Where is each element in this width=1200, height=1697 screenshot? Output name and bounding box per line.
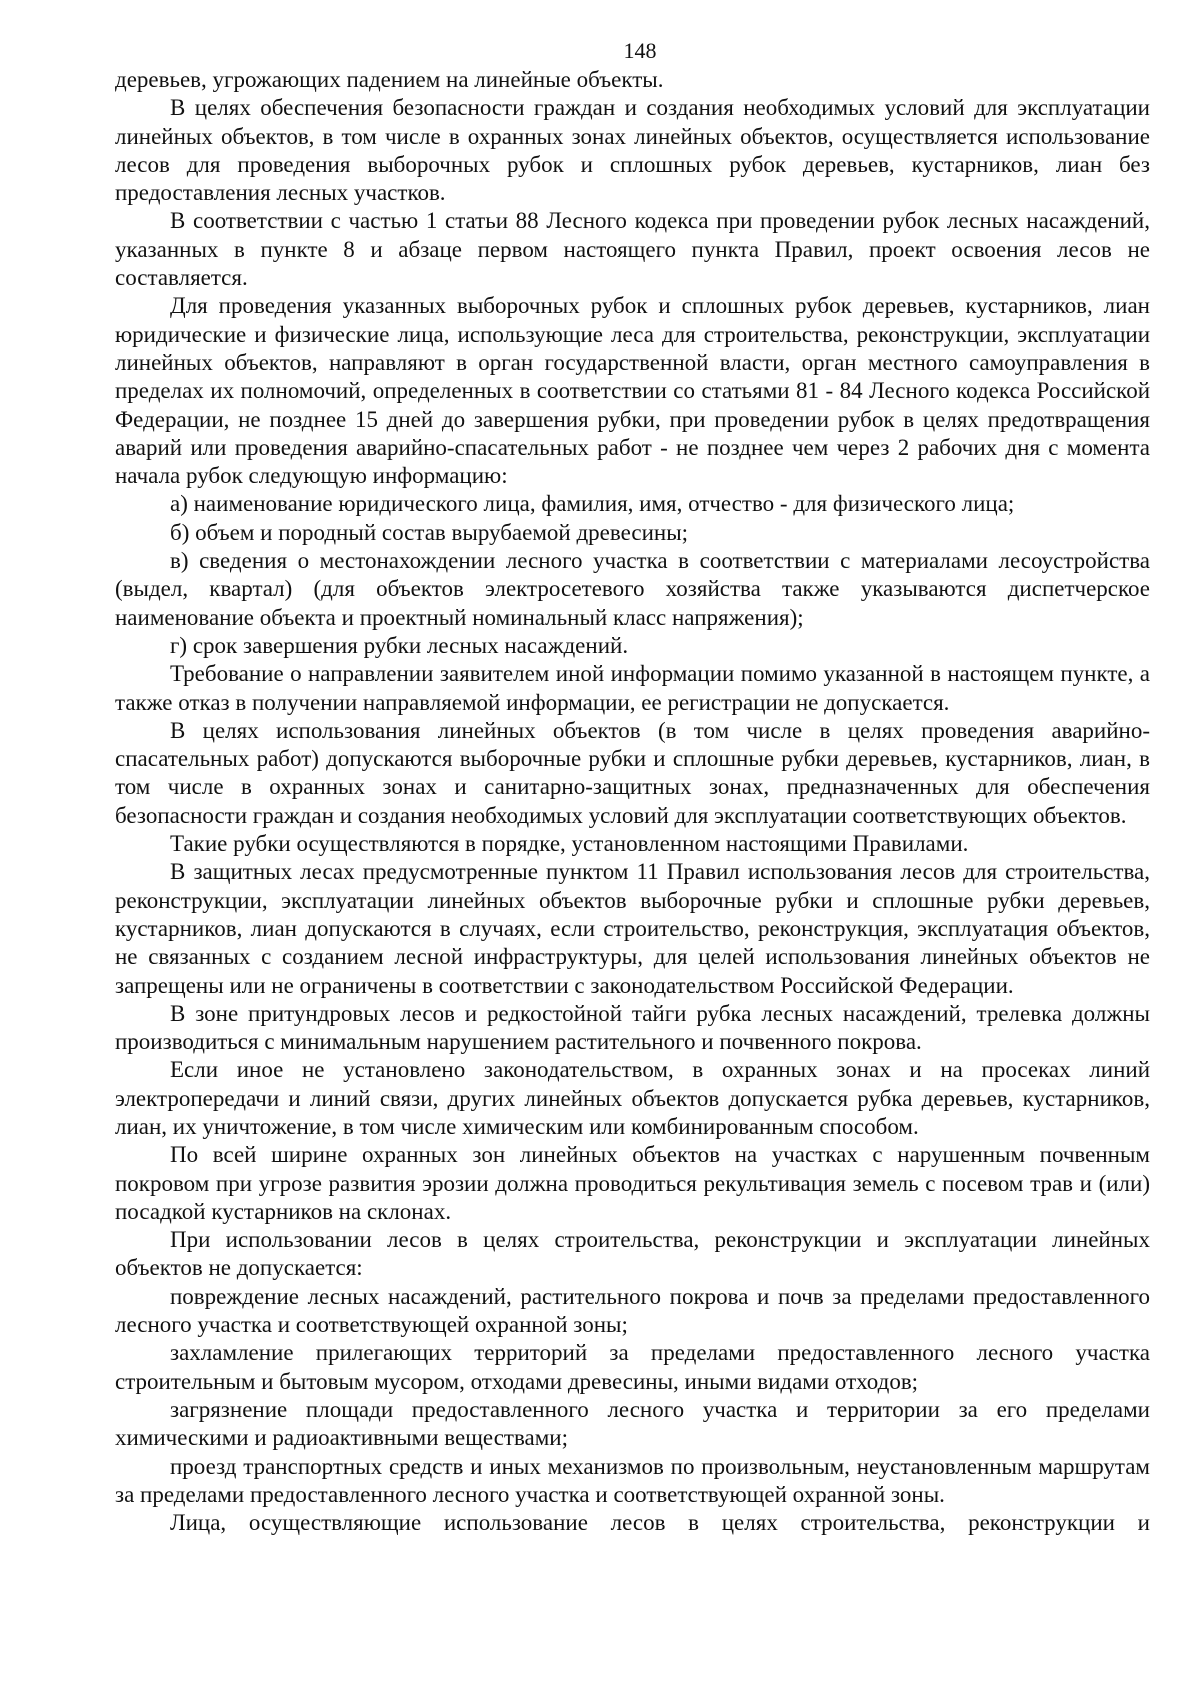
paragraph-not-allowed: При использовании лесов в целях строительства, реконструкции и эксплуатации линейных объектов не допускается: bbox=[115, 1227, 1150, 1281]
paragraph-3: В соответствии с частью 1 статьи 88 Лесного кодекса при проведении рубок лесных насаждений, указанных в пункте 8 и абзаце первом настоящего пункта Правил, проект освоения лесов не составляется. bbox=[115, 208, 1150, 291]
page-number bbox=[115, 38, 1150, 64]
paragraph-protection-zones: Если иное не установлено законодательством, в охранных зонах и на просеках линий электропередачи и линий связи, других линейных объектов допускается рубка деревьев, кустарников, лиан, их уничтожение, в том числе химическим или комбинированным способом. bbox=[115, 1057, 1150, 1139]
list-item-v: в) сведения о местонахождении лесного участка в соответствии с материалами лесоустройства (выдел, квартал) (для объектов электросетевого хозяйства также указываются диспетчерское наименование объекта и проектный номинальный класс напряжения); bbox=[115, 548, 1150, 630]
paragraph-linear-objects: В целях использования линейных объектов (в том числе в целях проведения аварийно-спасательных работ) допускаются выборочные рубки и сплошные рубки деревьев, кустарников, лиан, в том числе в охранных зонах и санитарно-защитных зонах, предназначенных для обеспечения безопасности граждан и создания необходимых условий для эксплуатации соответствующих объектов. bbox=[115, 717, 1150, 828]
list-item-b: б) объем и породный состав вырубаемой древесины; bbox=[170, 519, 689, 545]
list-item-vehicles: проезд транспортных средств и иных механизмов по произвольным, неустановленным маршрутам за пределами предоставленного лесного участка и соответствующей охранной зоны. bbox=[115, 1453, 1150, 1507]
paragraph-2: В целях обеспечения безопасности граждан и создания необходимых условий для эксплуатации линейных объектов, в том числе в охранных зонах линейных объектов, осуществляется использование лесов для проведения выборочных рубок и сплошных рубок деревьев, кустарников, лиан без предоставления лесных участков. bbox=[115, 95, 1150, 206]
paragraph-protective-forests: В защитных лесах предусмотренные пунктом 11 Правил использования лесов для строительства, реконструкции, эксплуатации линейных объектов выборочные рубки и сплошные рубки деревьев, кустарников, лиан допускаются в случаях, если строительство, реконструкция, эксплуатация объектов, не связанных с созданием лесной инфраструктуры, для целей использования линейных объектов не запрещены или не ограничены в соответствии с законодательством Российской Федерации. bbox=[115, 859, 1150, 998]
list-item-damage: повреждение лесных насаждений, растительного покрова и почв за пределами предоставленного лесного участка и соответствующей охранной зоны; bbox=[115, 1283, 1150, 1338]
list-item-littering: захламление прилегающих территорий за пределами предоставленного лесного участка строительным и бытовым мусором, отходами древесины, иными видами отходов; bbox=[115, 1340, 1150, 1394]
list-item-a: а) наименование юридического лица, фамилия, имя, отчество - для физического лица; bbox=[170, 491, 1015, 517]
page-number-text: 148 bbox=[623, 38, 657, 63]
paragraph-recultivation: По всей ширине охранных зон линейных объектов на участках с нарушенным почвенным покровом при угрозе развития эрозии должна проводиться рекультивация земель с посевом трав и (или) посадкой кустарников на склонах. bbox=[115, 1142, 1150, 1224]
list-item-pollution: загрязнение площади предоставленного лесного участка и территории за его пределами химическими и радиоактивными веществами; bbox=[115, 1396, 1150, 1451]
list-item-g: г) срок завершения рубки лесных насаждений. bbox=[170, 632, 629, 658]
paragraph-1: деревьев, угрожающих падением на линейные объекты. bbox=[115, 67, 664, 92]
paragraph-requirement: Требование о направлении заявителем иной информации помимо указанной в настоящем пункте, а также отказ в получении направляемой информации, ее регистрации не допускается. bbox=[115, 661, 1150, 715]
paragraph-persons: Лица, осуществляющие использование лесов в целях строительства, реконструкции и bbox=[170, 1510, 1150, 1536]
paragraph-4: Для проведения указанных выборочных рубок и сплошных рубок деревьев, кустарников, лиан юридические и физические лица, использующие леса для строительства, реконструкции, эксплуатации линейных объектов, направляют в орган государственной власти, орган местного самоуправления в пределах их полномочий, определенных в соответствии со статьями 81 - 84 Лесного кодекса Российской Федерации, не позднее 15 дней до завершения рубки, при проведении рубок в целях предотвращения аварий или проведения аварийно-спасательных работ - не позднее чем через 2 рабочих дня с момента начала рубок следующую информацию: bbox=[115, 293, 1150, 489]
paragraph-tundra: В зоне притундровых лесов и редкостойной тайги рубка лесных насаждений, трелевка должны производиться с минимальным нарушением растительного и почвенного покрова. bbox=[115, 1000, 1150, 1055]
paragraph-order: Такие рубки осуществляются в порядке, установленном настоящими Правилами. bbox=[170, 831, 969, 857]
